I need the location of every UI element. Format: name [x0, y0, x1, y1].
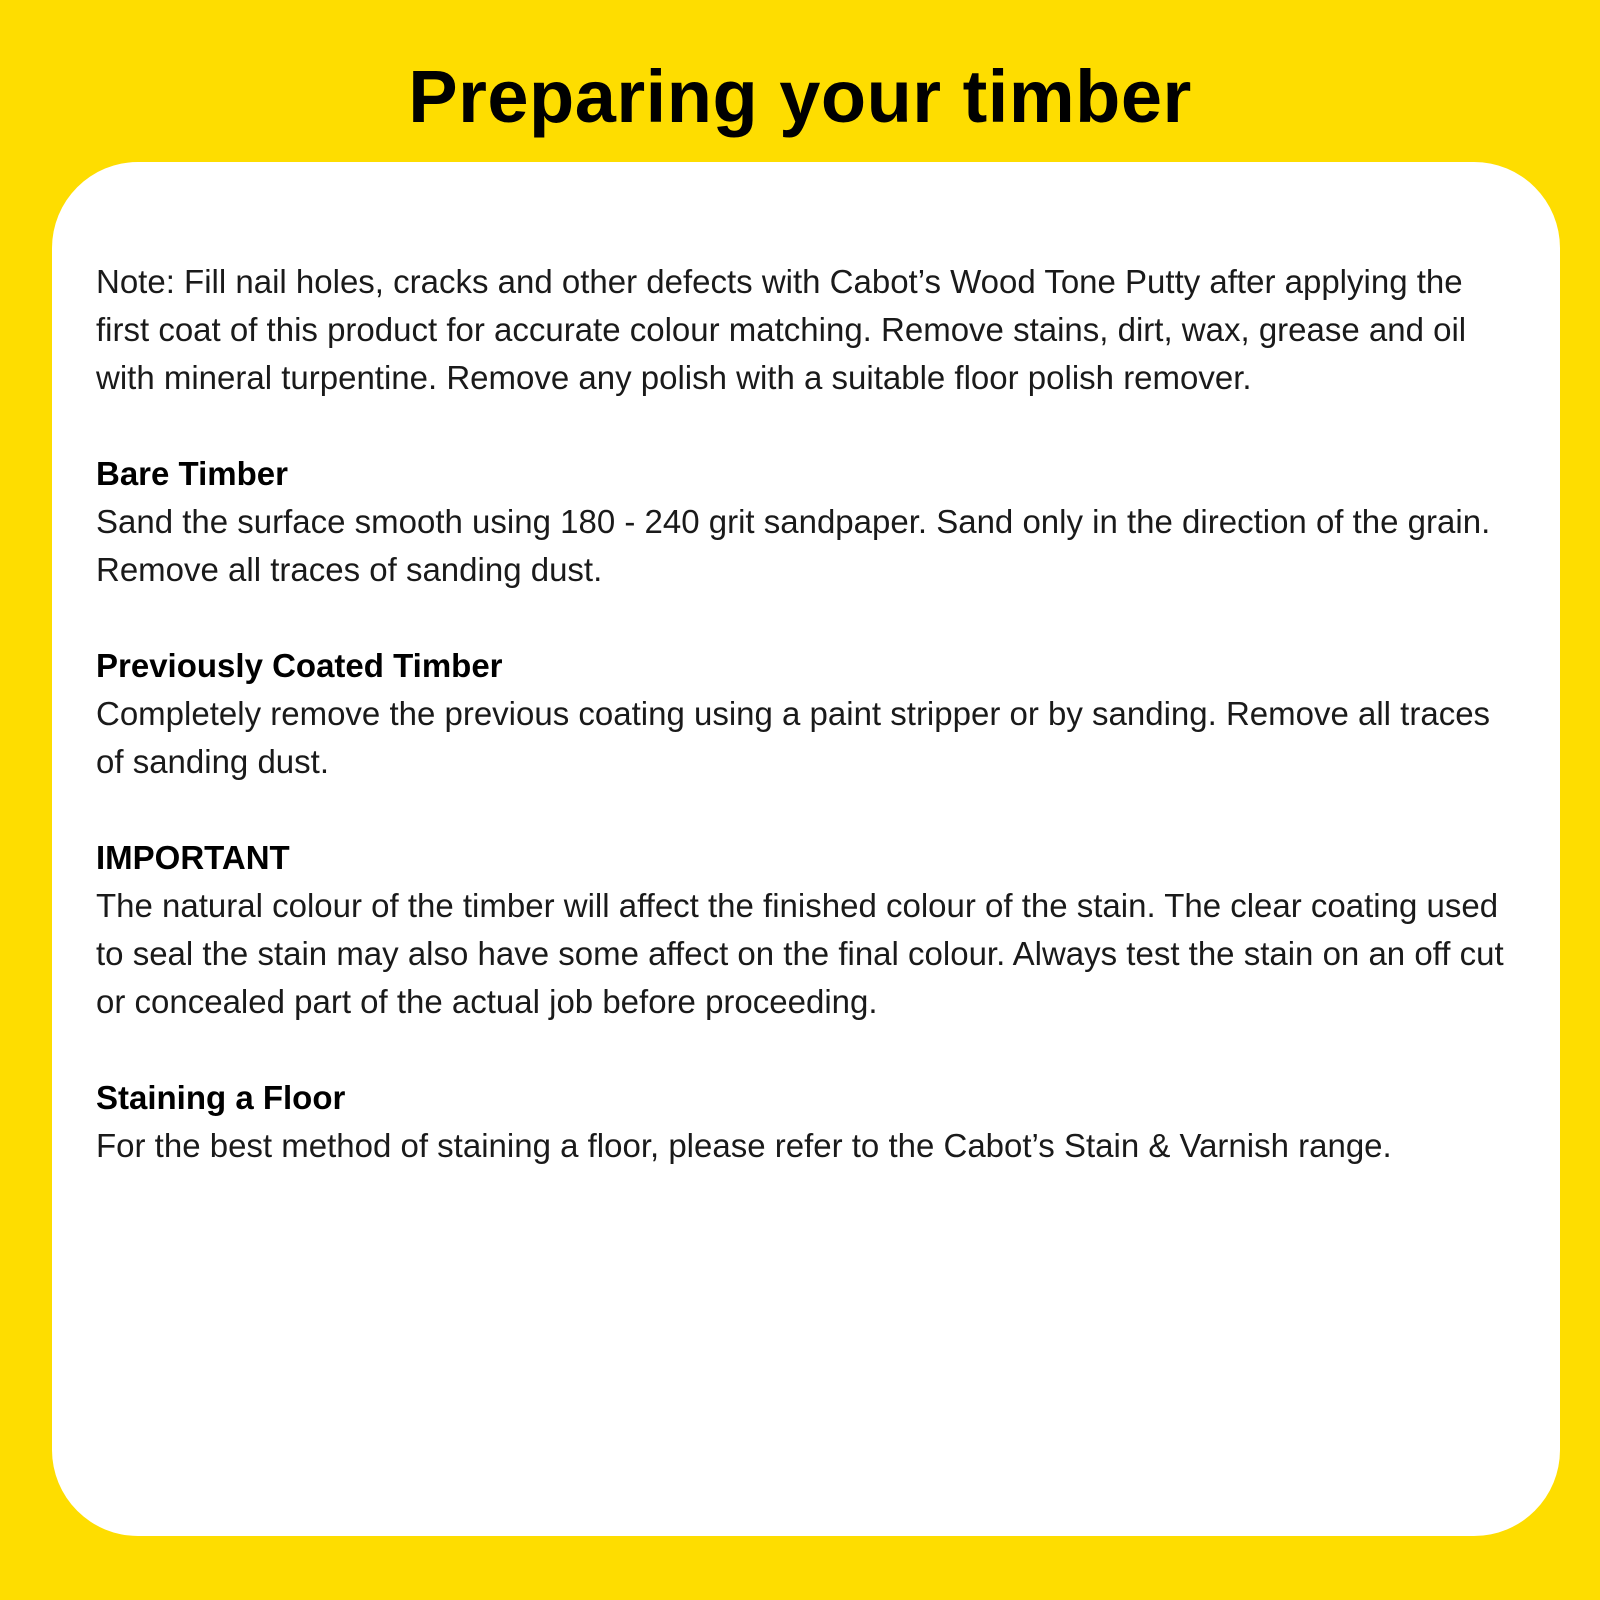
section-important — [96, 834, 1516, 1026]
section-heading: IMPORTANT — [96, 839, 290, 876]
section-body: For the best method of staining a floor, please refer to the Cabot’s Stain & Varnish range. — [96, 1127, 1392, 1164]
section-body: Sand the surface smooth using 180 - 240 grit sandpaper. Sand only in the direction of the grain. Remove all traces of sanding dust. — [96, 503, 1491, 588]
content-card — [52, 162, 1560, 1536]
section-heading: Bare Timber — [96, 455, 288, 492]
section-heading: Previously Coated Timber — [96, 647, 503, 684]
section-previously-coated-timber — [96, 642, 1516, 786]
section-staining-a-floor — [96, 1074, 1516, 1170]
section-body: The natural colour of the timber will affect the finished colour of the stain. The clear coating used to seal the stain may also have some affect on the final colour. Always test the stain on an off cut or concealed part of the actual job before proceeding. — [96, 887, 1504, 1020]
section-bare-timber — [96, 450, 1516, 594]
section-body: Completely remove the previous coating using a paint stripper or by sanding. Remove all traces of sanding dust. — [96, 695, 1491, 780]
note-paragraph: Note: Fill nail holes, cracks and other defects with Cabot’s Wood Tone Putty after applying the first coat of this product for accurate colour matching. Remove stains, dirt, wax, grease and oil with mineral turpentine. Remove any polish with a suitable floor polish remover. — [96, 263, 1467, 396]
section-heading: Staining a Floor — [96, 1079, 346, 1116]
page-title: Preparing your timber — [408, 55, 1192, 138]
